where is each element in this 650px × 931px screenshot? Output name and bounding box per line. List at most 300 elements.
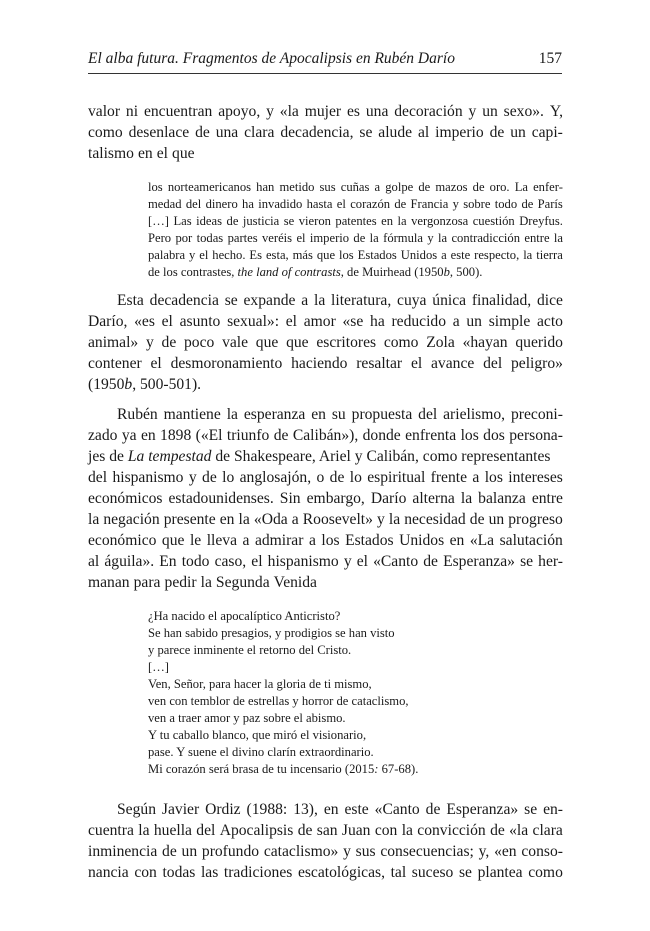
word: donde: [362, 427, 401, 444]
word: única: [432, 292, 467, 309]
word: invadido: [258, 197, 303, 211]
word: clara: [532, 822, 563, 839]
word: arielismo,: [443, 406, 506, 423]
word: literatura,: [331, 292, 392, 309]
word: águila».: [104, 553, 155, 570]
word: Las: [173, 214, 192, 228]
word: entre: [524, 231, 550, 245]
word: del: [88, 469, 108, 486]
word: se: [224, 292, 238, 309]
word: el: [161, 313, 173, 330]
word: huella: [153, 822, 192, 839]
body-text: , 500-501).: [132, 376, 202, 393]
word: ha: [370, 313, 385, 330]
word: Francia: [410, 197, 449, 211]
word: «la: [279, 103, 299, 120]
word: un: [488, 511, 505, 528]
word: como: [528, 864, 563, 881]
word: espiritual: [367, 469, 426, 486]
word: el: [285, 313, 298, 330]
verse-line: […]: [148, 660, 169, 674]
word: en: [137, 145, 153, 162]
word: con: [374, 822, 398, 839]
word: alterna: [412, 490, 455, 507]
word: balanza: [478, 490, 526, 507]
word: de: [469, 511, 485, 528]
paragraph-2-line: [88, 355, 563, 373]
word: esta,: [265, 248, 289, 262]
word: de: [202, 469, 217, 486]
word: ya: [121, 427, 137, 444]
word: de: [423, 553, 438, 570]
word: cuya: [397, 292, 427, 309]
paragraph-3-line: [88, 490, 563, 508]
word: del: [483, 355, 503, 372]
word: Sin: [279, 490, 301, 507]
paragraph-1-line: [88, 124, 563, 142]
word: y: [377, 511, 385, 528]
word: corazón: [350, 197, 391, 211]
word: la: [238, 511, 250, 528]
word: el: [356, 553, 368, 570]
paragraph-2-line: [88, 334, 563, 352]
word: clara: [244, 124, 275, 141]
word: hecho.: [212, 248, 246, 262]
word: consecuencias;: [380, 843, 474, 860]
book-title-italic: La tempestad: [127, 448, 212, 465]
word: sobre: [463, 197, 491, 211]
word: los: [484, 469, 503, 486]
word: Según: [117, 801, 156, 818]
paragraph-1-line: [88, 103, 563, 121]
word: «la: [509, 822, 529, 839]
word: que: [316, 248, 336, 262]
word: escritores: [316, 334, 377, 351]
quote-text: , de Muirhead (1950: [340, 265, 444, 279]
word: que: [161, 532, 185, 549]
word: a: [301, 292, 309, 309]
word: a: [374, 180, 381, 194]
word: decadencia,: [280, 124, 354, 141]
word: contener: [88, 355, 142, 372]
word: esperanza: [243, 406, 306, 423]
word: de: [472, 180, 485, 194]
word: de: [162, 843, 177, 860]
word: resaltar: [356, 355, 403, 372]
paragraph-4-line: [88, 864, 563, 882]
quote-text: , 500).: [449, 265, 483, 279]
word: entre: [531, 490, 563, 507]
paragraph-2-line: [88, 376, 563, 394]
word: se: [458, 864, 472, 881]
word: las: [200, 864, 219, 881]
word: tradiciones: [223, 864, 293, 881]
verse-italic-text: :: [374, 762, 379, 776]
word: su: [331, 406, 346, 423]
word: la: [388, 511, 401, 528]
paragraph-3-line: [88, 532, 563, 550]
word: intereses: [508, 469, 563, 486]
word: como: [88, 124, 123, 141]
word: her-: [538, 553, 563, 570]
word: triunfo: [226, 427, 270, 444]
paragraph-3-line: [88, 469, 563, 487]
word: del: [185, 197, 202, 211]
word: y: [145, 334, 154, 351]
word: o: [316, 469, 325, 486]
body-text: de Shakespeare, Ariel y Calibán, como representantes: [211, 448, 551, 465]
word: Unidos: [399, 532, 445, 549]
paragraph-3-line: [117, 406, 563, 424]
quote-italic-text: b: [443, 265, 450, 279]
word: la: [226, 406, 238, 423]
word: un: [181, 843, 198, 860]
word: dice: [536, 292, 563, 309]
word: todo: [181, 553, 210, 570]
word: de: [329, 469, 345, 486]
word: «Canto: [374, 801, 420, 818]
paragraph-4-line: [88, 822, 563, 840]
body-italic-text: b: [124, 376, 133, 393]
word: hasta: [306, 197, 333, 211]
word: Estados: [357, 248, 397, 262]
word: Unidos: [400, 248, 438, 262]
block-quote-line: [148, 231, 563, 246]
quote-italic-text: the land of contrasts: [237, 265, 341, 279]
word: al: [417, 124, 430, 141]
word: justicia: [242, 214, 280, 228]
word: en: [311, 406, 326, 423]
word: escatológicas,: [297, 864, 385, 881]
word: económico: [88, 532, 157, 549]
word: «es: [134, 313, 155, 330]
word: lo: [349, 469, 362, 486]
word: al: [88, 553, 100, 570]
body-text: (1950: [88, 376, 125, 393]
word: de: [273, 427, 289, 444]
word: encuentran: [143, 103, 213, 120]
word: imperio: [435, 124, 484, 141]
paragraph-3-line: [88, 511, 563, 529]
running-header: [88, 50, 562, 68]
word: «en: [494, 843, 517, 860]
word: un: [466, 313, 482, 330]
running-title: El alba futura. Fragmentos de Apocalipsis en Rubén Darío: [88, 50, 455, 67]
word: Zola: [426, 334, 455, 351]
word: Darío,: [88, 313, 128, 330]
word: y: [189, 248, 196, 262]
word: se: [283, 214, 295, 228]
word: inminencia: [88, 843, 158, 860]
word: «Canto: [373, 553, 419, 570]
verse-line: [148, 762, 418, 777]
word: amor: [303, 313, 336, 330]
word: Esperanza»: [443, 553, 515, 570]
block-quote-line: [148, 248, 563, 263]
word: animal»: [88, 334, 139, 351]
word: Venida: [273, 574, 317, 591]
word: todas: [196, 231, 224, 245]
word: dinero: [205, 197, 238, 211]
paragraph-3-line: [88, 427, 563, 445]
word: todas: [162, 864, 196, 881]
word: que: [286, 334, 309, 351]
word: vale: [222, 334, 249, 351]
word: de: [425, 801, 441, 818]
word: golpe: [385, 180, 414, 194]
word: ideas: [196, 214, 223, 228]
word: de: [161, 334, 177, 351]
word: mujer: [304, 103, 342, 120]
word: haciendo: [291, 355, 348, 372]
paragraph-2-line: [117, 292, 563, 310]
word: este: [450, 248, 471, 262]
word: la: [397, 214, 407, 228]
verse-line: Ven, Señor, para hacer la gloria de ti mismo,: [148, 677, 372, 691]
word: los: [460, 427, 479, 444]
word: anglosajón,: [239, 469, 312, 486]
verse-line: y parece inminente el retorno del Cristo.: [148, 643, 352, 657]
word: la: [438, 231, 448, 245]
word: presente: [163, 511, 216, 528]
word: palabra: [148, 248, 186, 262]
word: norteamericanos: [167, 180, 252, 194]
word: se: [520, 553, 534, 570]
word: «La: [469, 532, 495, 549]
word: La: [514, 180, 528, 194]
block-quote-line: [148, 197, 563, 212]
word: enfer-: [533, 180, 563, 194]
word: Ordiz: [205, 801, 241, 818]
word: París: [537, 197, 563, 211]
verse-line: Y tu caballo blanco, que miró el visionario,: [148, 728, 367, 742]
word: el: [251, 553, 263, 570]
word: Pero: [148, 231, 172, 245]
word: la: [401, 822, 413, 839]
word: de: [195, 124, 210, 141]
word: para: [133, 574, 161, 591]
paragraph-3-line: [88, 448, 563, 466]
word: desenlace: [128, 124, 190, 141]
word: de: [353, 231, 366, 245]
word: le: [189, 532, 202, 549]
word: oro.: [489, 180, 510, 194]
body-text: jes de: [88, 448, 128, 465]
word: apoyo,: [218, 103, 261, 120]
block-quote-line: [148, 180, 563, 195]
word: en: [140, 427, 156, 444]
block-quote-line: [148, 214, 563, 229]
word: un: [482, 103, 498, 120]
verse-text: 67-68).: [378, 762, 419, 776]
word: veréis: [262, 231, 293, 245]
word: Apocalipsis: [219, 822, 294, 839]
word: conso-: [521, 843, 563, 860]
word: talismo: [88, 145, 134, 162]
word: medad: [148, 197, 182, 211]
word: desmoronamiento: [170, 355, 283, 372]
word: Esta: [117, 292, 144, 309]
word: decadencia: [149, 292, 219, 309]
word: cataclismo»: [263, 843, 339, 860]
word: 13),: [293, 801, 318, 818]
word: caso,: [214, 553, 247, 570]
word: suceso: [411, 864, 454, 881]
word: que: [172, 145, 195, 162]
word: del: [196, 822, 216, 839]
word: de: [297, 822, 313, 839]
paragraph-1-line: [88, 145, 563, 163]
word: un: [510, 124, 526, 141]
paragraph-4-line: [88, 843, 563, 861]
word: negación: [103, 511, 160, 528]
word: se: [524, 801, 538, 818]
word: «se: [342, 313, 364, 330]
word: Dreyfus.: [519, 214, 563, 228]
word: lleva: [206, 532, 238, 549]
word: Es: [249, 248, 263, 262]
word: dos: [483, 427, 505, 444]
word: en: [449, 532, 465, 549]
word: simple: [488, 313, 531, 330]
verse-text: Mi corazón será brasa de tu incensario (2015: [148, 762, 375, 776]
word: reducido: [391, 313, 447, 330]
word: ni: [125, 103, 139, 120]
word: de: [490, 822, 505, 839]
word: pedir: [164, 574, 197, 591]
word: y: [266, 103, 274, 120]
word: hispanismo: [112, 469, 184, 486]
word: por: [175, 231, 193, 245]
word: propuesta: [351, 406, 413, 423]
word: en-: [543, 801, 563, 818]
word: hispanismo: [267, 553, 339, 570]
word: de: [418, 180, 431, 194]
word: de: [394, 197, 407, 211]
word: una: [215, 124, 239, 141]
word: los: [338, 248, 354, 262]
word: el: [150, 355, 162, 372]
word: enfrenta: [405, 427, 457, 444]
word: el: [336, 197, 346, 211]
word: embargo,: [306, 490, 365, 507]
word: zado: [88, 427, 118, 444]
word: a: [291, 511, 299, 528]
word: una: [365, 103, 389, 120]
word: económicos: [88, 490, 163, 507]
word: Juan: [341, 822, 371, 839]
paragraph-4-line: [117, 801, 563, 819]
word: expande: [243, 292, 296, 309]
verse-line: ven con temblor de estrellas y horror de cataclismo,: [148, 694, 409, 708]
word: finalidad,: [471, 292, 532, 309]
word: Javier: [161, 801, 200, 818]
word: la: [460, 490, 473, 507]
word: como: [383, 334, 419, 351]
word: avance: [431, 355, 475, 372]
word: fórmula: [383, 231, 423, 245]
word: nancia: [88, 864, 129, 881]
word: los: [321, 532, 340, 549]
word: y: [427, 231, 434, 245]
word: En: [159, 553, 177, 570]
word: y: [343, 553, 352, 570]
word: del: [418, 406, 438, 423]
word: alude: [378, 124, 413, 141]
word: a: [452, 313, 460, 330]
word: convicción: [417, 822, 486, 839]
word: a: [472, 469, 480, 486]
word: mazos: [435, 180, 468, 194]
word: cuestión: [472, 214, 515, 228]
word: tierra: [536, 248, 563, 262]
word: salutación: [499, 532, 563, 549]
word: más: [292, 248, 313, 262]
word: persona-: [509, 427, 563, 444]
word: metido: [279, 180, 315, 194]
word: se: [359, 124, 373, 141]
word: este: [344, 801, 369, 818]
word: «hayan: [462, 334, 508, 351]
word: Rubén: [117, 406, 158, 423]
word: respecto,: [474, 248, 520, 262]
word: Y,: [549, 103, 563, 120]
word: la: [200, 574, 212, 591]
word: lo: [222, 469, 235, 486]
word: vergonzosa: [411, 214, 469, 228]
header-rule: [88, 73, 562, 74]
verse-line: ven a traer amor y paz sobre el abismo.: [148, 711, 346, 725]
word: Darío: [370, 490, 407, 507]
word: los: [148, 180, 163, 194]
word: sus: [319, 180, 336, 194]
word: manan: [88, 574, 130, 591]
word: ha: [242, 197, 254, 211]
word: y: [452, 197, 459, 211]
word: estadounidenses.: [168, 490, 274, 507]
word: en: [219, 511, 235, 528]
word: preconi-: [510, 406, 563, 423]
word: 1898: [160, 427, 192, 444]
word: la: [369, 231, 379, 245]
word: («El: [195, 427, 223, 444]
word: han: [256, 180, 275, 194]
word: […]: [148, 214, 169, 228]
word: sus: [355, 843, 376, 860]
word: admirar: [254, 532, 304, 549]
word: es: [346, 103, 360, 120]
word: «Oda: [253, 511, 288, 528]
word: Estados: [345, 532, 394, 549]
word: progreso: [508, 511, 563, 528]
word: a: [308, 532, 316, 549]
word: Calibán»),: [292, 427, 359, 444]
word: y: [468, 103, 477, 120]
word: acto: [537, 313, 563, 330]
word: necesidad: [404, 511, 466, 528]
word: a: [242, 532, 250, 549]
verse-line: pase. Y suene el divino clarín extraordinario.: [148, 745, 374, 759]
word: sexual»:: [227, 313, 280, 330]
word: vieron: [298, 214, 331, 228]
verse-line: ¿Ha nacido el apocalíptico Anticristo?: [148, 609, 341, 623]
word: en: [323, 801, 339, 818]
word: el: [156, 145, 168, 162]
paragraph-3-line: [88, 574, 563, 592]
word: Roosevelt»: [302, 511, 373, 528]
verse-line: Se han sabido presagios, y prodigios se han visto: [148, 626, 395, 640]
word: mantiene: [163, 406, 221, 423]
